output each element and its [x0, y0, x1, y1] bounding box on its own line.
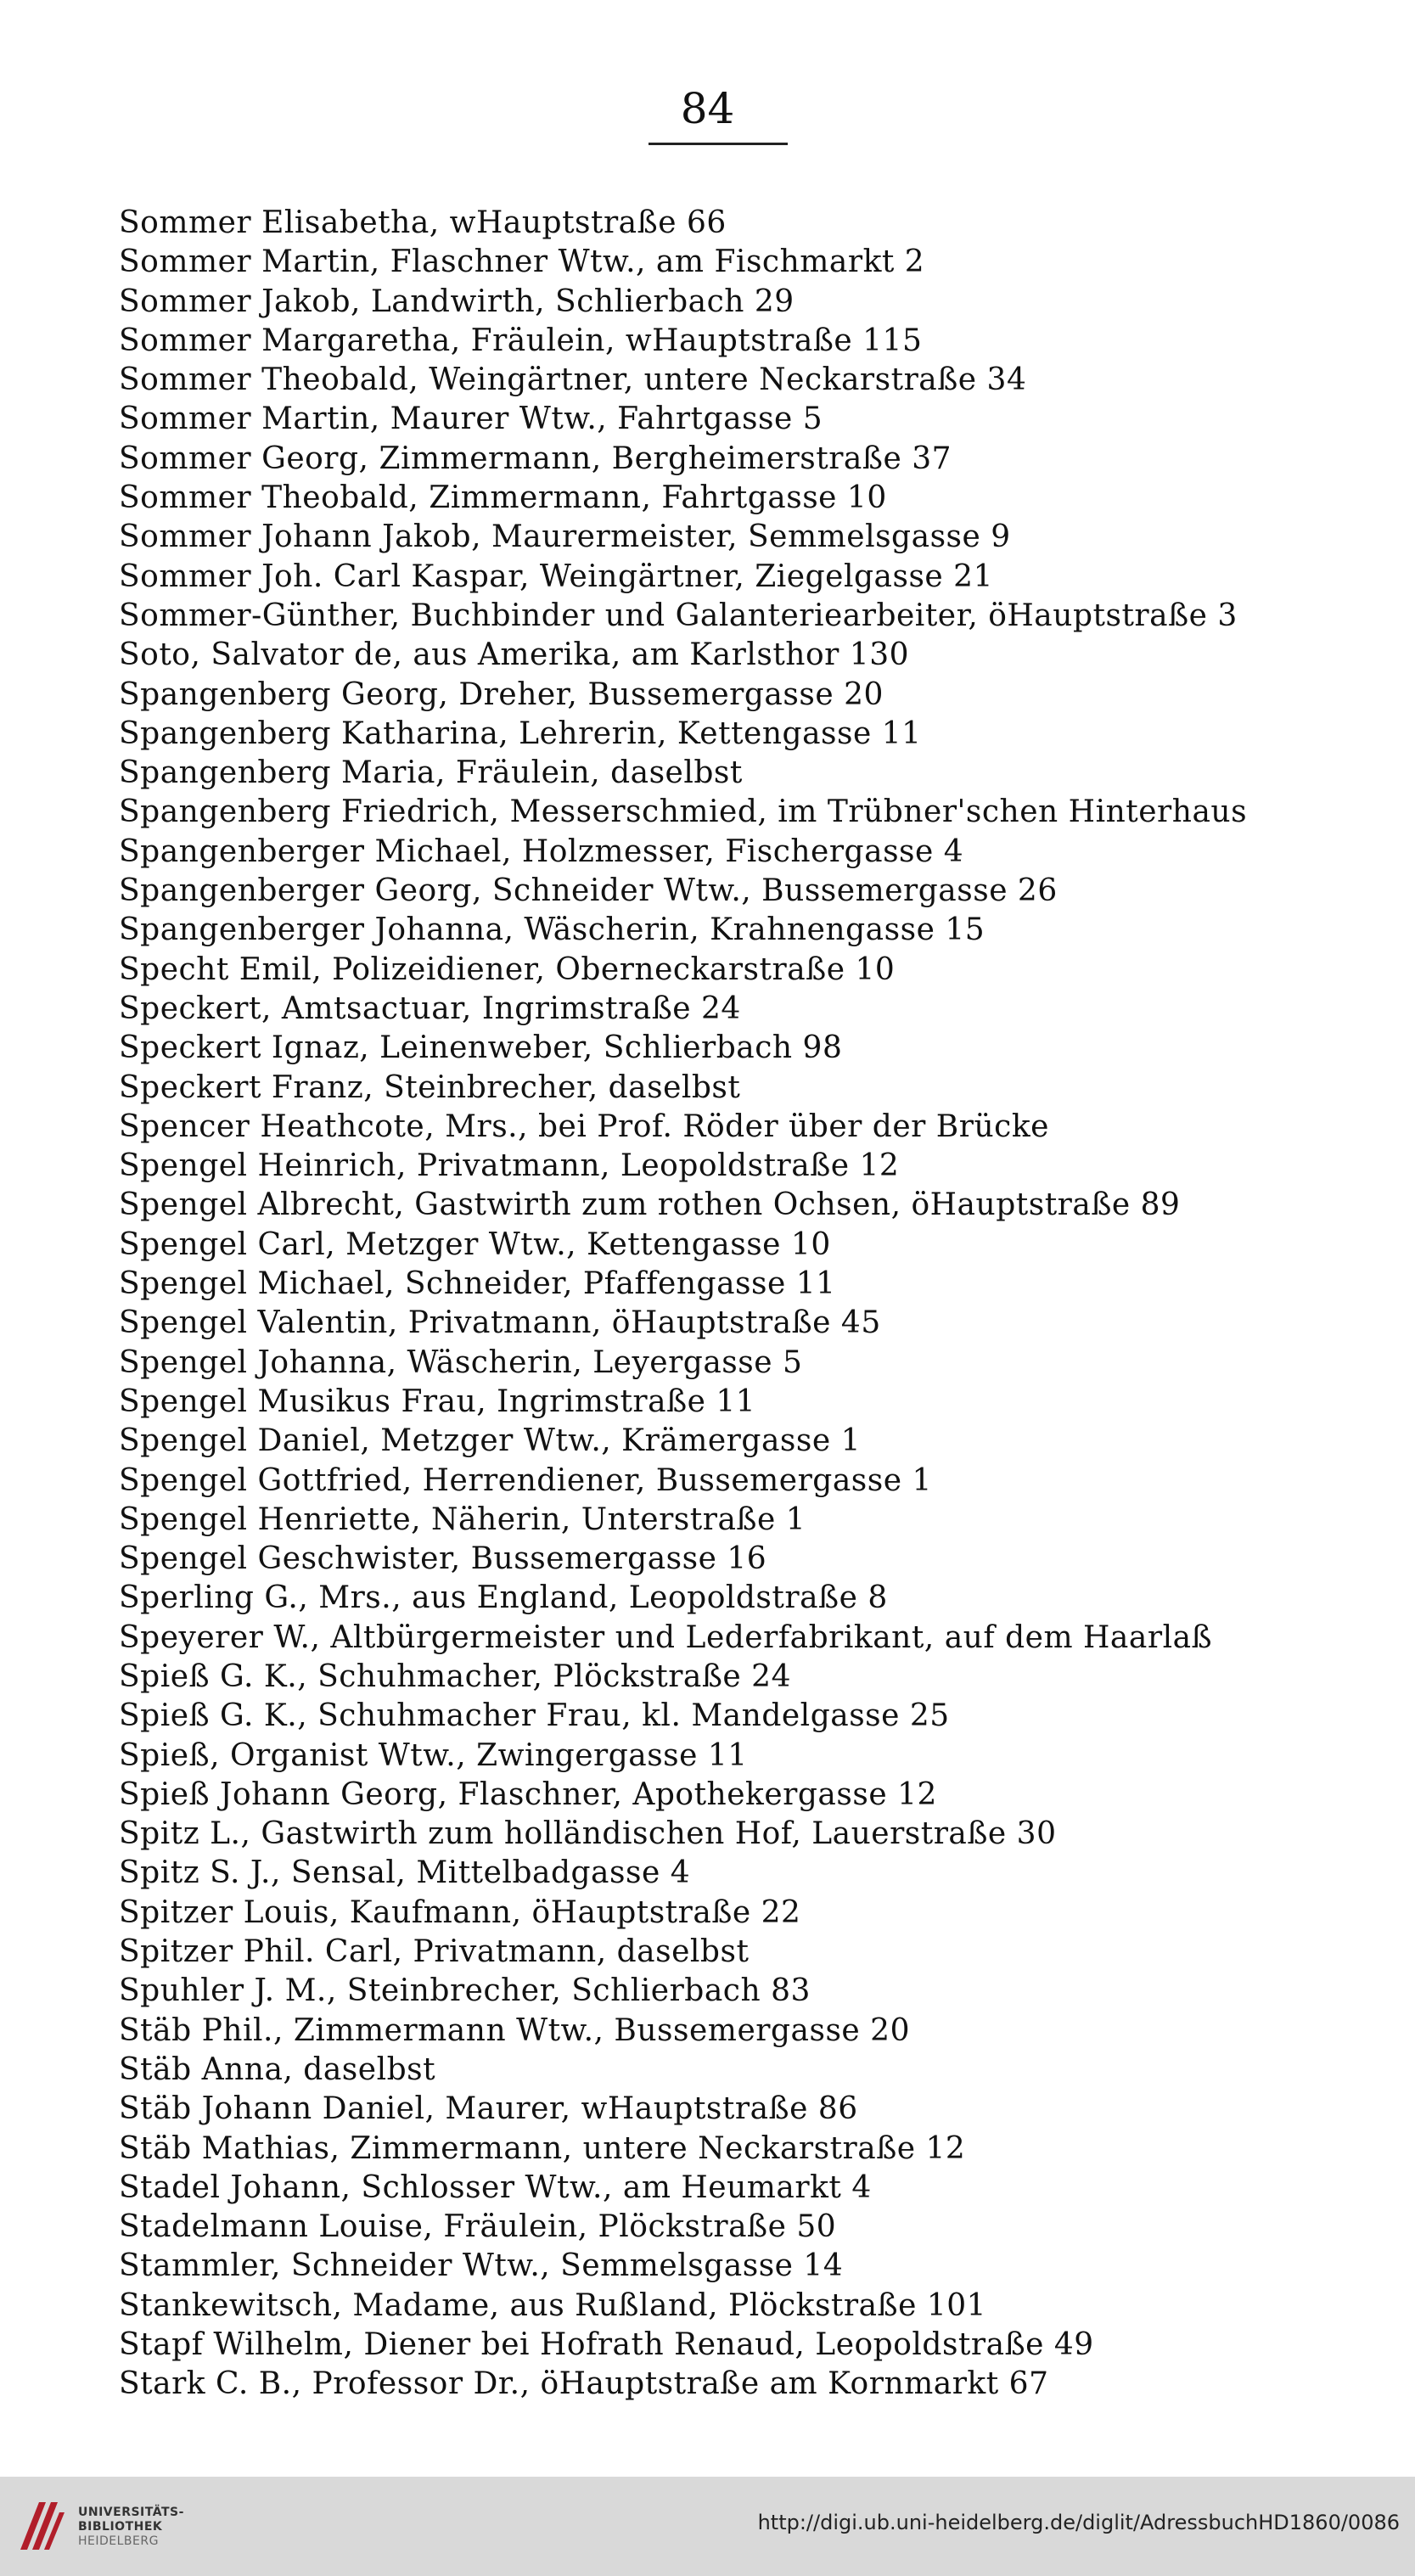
university-library-logo-icon	[15, 2495, 68, 2555]
directory-entry: Stammler, Schneider Wtw., Semmelsgasse 14	[119, 2248, 844, 2284]
directory-entry: Sommer Theobald, Zimmermann, Fahrtgasse 10	[119, 480, 887, 516]
directory-entry: Spieß G. K., Schuhmacher, Plöckstraße 24	[119, 1658, 791, 1694]
directory-entry: Spitz S. J., Sensal, Mittelbadgasse 4	[119, 1855, 691, 1891]
directory-entry: Spangenberg Georg, Dreher, Bussemergasse 20	[119, 676, 884, 712]
directory-entry: Spangenberger Georg, Schneider Wtw., Bussemergasse 26	[119, 873, 1058, 909]
directory-entry: Spuhler J. M., Steinbrecher, Schlierbach 83	[119, 1973, 811, 2009]
directory-entry: Spengel Michael, Schneider, Pfaffengasse 11	[119, 1266, 836, 1302]
directory-entry: Spengel Albrecht, Gastwirth zum rothen Ochsen, öHauptstraße 89	[119, 1187, 1181, 1223]
directory-entry: Spangenberger Johanna, Wäscherin, Krahnengasse 15	[119, 912, 985, 948]
directory-entry: Sommer-Günther, Buchbinder und Galanteriearbeiter, öHauptstraße 3	[119, 598, 1238, 633]
directory-entry: Spangenberg Friedrich, Messerschmied, im Trübner'schen Hinterhaus	[119, 794, 1248, 830]
directory-entry: Sommer Joh. Carl Kaspar, Weingärtner, Ziegelgasse 21	[119, 558, 993, 594]
logo-line-3: HEIDELBERG	[78, 2534, 159, 2548]
directory-entry: Stadelmann Louise, Fräulein, Plöckstraße 50	[119, 2209, 837, 2245]
directory-entry: Spangenberger Michael, Holzmesser, Fischergasse 4	[119, 833, 964, 869]
directory-entry: Speckert Franz, Steinbrecher, daselbst	[119, 1069, 741, 1105]
directory-entry: Spengel Heinrich, Privatmann, Leopoldstraße 12	[119, 1148, 900, 1184]
directory-entry: Speckert, Amtsactuar, Ingrimstraße 24	[119, 991, 741, 1026]
footer-bar	[0, 2477, 1415, 2576]
directory-entry: Stark C. B., Professor Dr., öHauptstraße am Kornmarkt 67	[119, 2366, 1049, 2402]
directory-entry: Stäb Phil., Zimmermann Wtw., Bussemergasse 20	[119, 2012, 910, 2048]
directory-entry: Spengel Geschwister, Bussemergasse 16	[119, 1541, 767, 1577]
directory-entry: Stadel Johann, Schlosser Wtw., am Heumarkt 4	[119, 2169, 872, 2205]
directory-entry: Spengel Daniel, Metzger Wtw., Krämergasse 1	[119, 1423, 862, 1459]
directory-entry: Sommer Jakob, Landwirth, Schlierbach 29	[119, 283, 795, 319]
directory-entry: Stapf Wilhelm, Diener bei Hofrath Renaud, Leopoldstraße 49	[119, 2327, 1094, 2363]
directory-entry: Spengel Valentin, Privatmann, öHauptstraße 45	[119, 1305, 881, 1341]
directory-entry: Soto, Salvator de, aus Amerika, am Karlsthor 130	[119, 637, 910, 673]
directory-entry: Sommer Theobald, Weingärtner, untere Neckarstraße 34	[119, 362, 1027, 398]
directory-entry: Spieß G. K., Schuhmacher Frau, kl. Mandelgasse 25	[119, 1698, 950, 1734]
library-logo-text	[78, 2506, 184, 2549]
directory-entry-list	[119, 204, 1358, 2405]
page-number-rule	[649, 143, 788, 145]
directory-entry: Stäb Johann Daniel, Maurer, wHauptstraße 86	[119, 2091, 858, 2127]
directory-entry: Speyerer W., Altbürgermeister und Lederfabrikant, auf dem Haarlaß	[119, 1619, 1213, 1655]
directory-entry: Spengel Musikus Frau, Ingrimstraße 11	[119, 1383, 756, 1419]
directory-entry: Spangenberg Maria, Fräulein, daselbst	[119, 755, 743, 791]
source-url[interactable]: http://digi.ub.uni-heidelberg.de/diglit/AdressbuchHD1860/0086	[757, 2511, 1400, 2534]
directory-entry: Sommer Margaretha, Fräulein, wHauptstraße 115	[119, 323, 923, 358]
directory-entry: Stäb Mathias, Zimmermann, untere Neckarstraße 12	[119, 2130, 966, 2166]
directory-entry: Sommer Johann Jakob, Maurermeister, Semmelsgasse 9	[119, 519, 1011, 555]
directory-entry: Spencer Heathcote, Mrs., bei Prof. Röder über der Brücke	[119, 1108, 1049, 1144]
directory-entry: Sommer Martin, Flaschner Wtw., am Fischmarkt 2	[119, 244, 925, 280]
directory-entry: Specht Emil, Polizeidiener, Oberneckarstraße 10	[119, 951, 896, 987]
directory-entry: Spengel Carl, Metzger Wtw., Kettengasse 10	[119, 1226, 831, 1262]
page-number: 84	[680, 84, 735, 133]
directory-entry: Spengel Gottfried, Herrendiener, Bussemergasse 1	[119, 1462, 932, 1498]
directory-entry: Stäb Anna, daselbst	[119, 2051, 436, 2087]
logo-line-1: UNIVERSITÄTS-	[78, 2506, 184, 2519]
directory-entry: Sommer Elisabetha, wHauptstraße 66	[119, 205, 727, 240]
directory-entry: Sommer Georg, Zimmermann, Bergheimerstraße 37	[119, 441, 952, 476]
directory-entry: Spangenberg Katharina, Lehrerin, Kettengasse 11	[119, 716, 922, 751]
logo-line-2: BIBLIOTHEK	[78, 2520, 163, 2534]
directory-entry: Spieß, Organist Wtw., Zwingergasse 11	[119, 1737, 748, 1773]
directory-entry: Spitzer Louis, Kaufmann, öHauptstraße 22	[119, 1894, 801, 1930]
directory-entry: Spieß Johann Georg, Flaschner, Apothekergasse 12	[119, 1776, 937, 1812]
directory-entry: Spengel Henriette, Näherin, Unterstraße 1	[119, 1501, 806, 1537]
directory-entry: Spitz L., Gastwirth zum holländischen Hof, Lauerstraße 30	[119, 1816, 1057, 1852]
directory-entry: Sommer Martin, Maurer Wtw., Fahrtgasse 5	[119, 401, 823, 437]
directory-entry: Sperling G., Mrs., aus England, Leopoldstraße 8	[119, 1580, 888, 1616]
directory-entry: Spengel Johanna, Wäscherin, Leyergasse 5	[119, 1344, 803, 1380]
directory-entry: Speckert Ignaz, Leinenweber, Schlierbach 98	[119, 1030, 843, 1066]
directory-entry: Stankewitsch, Madame, aus Rußland, Plöckstraße 101	[119, 2287, 987, 2323]
directory-entry: Spitzer Phil. Carl, Privatmann, daselbst	[119, 1934, 750, 1970]
